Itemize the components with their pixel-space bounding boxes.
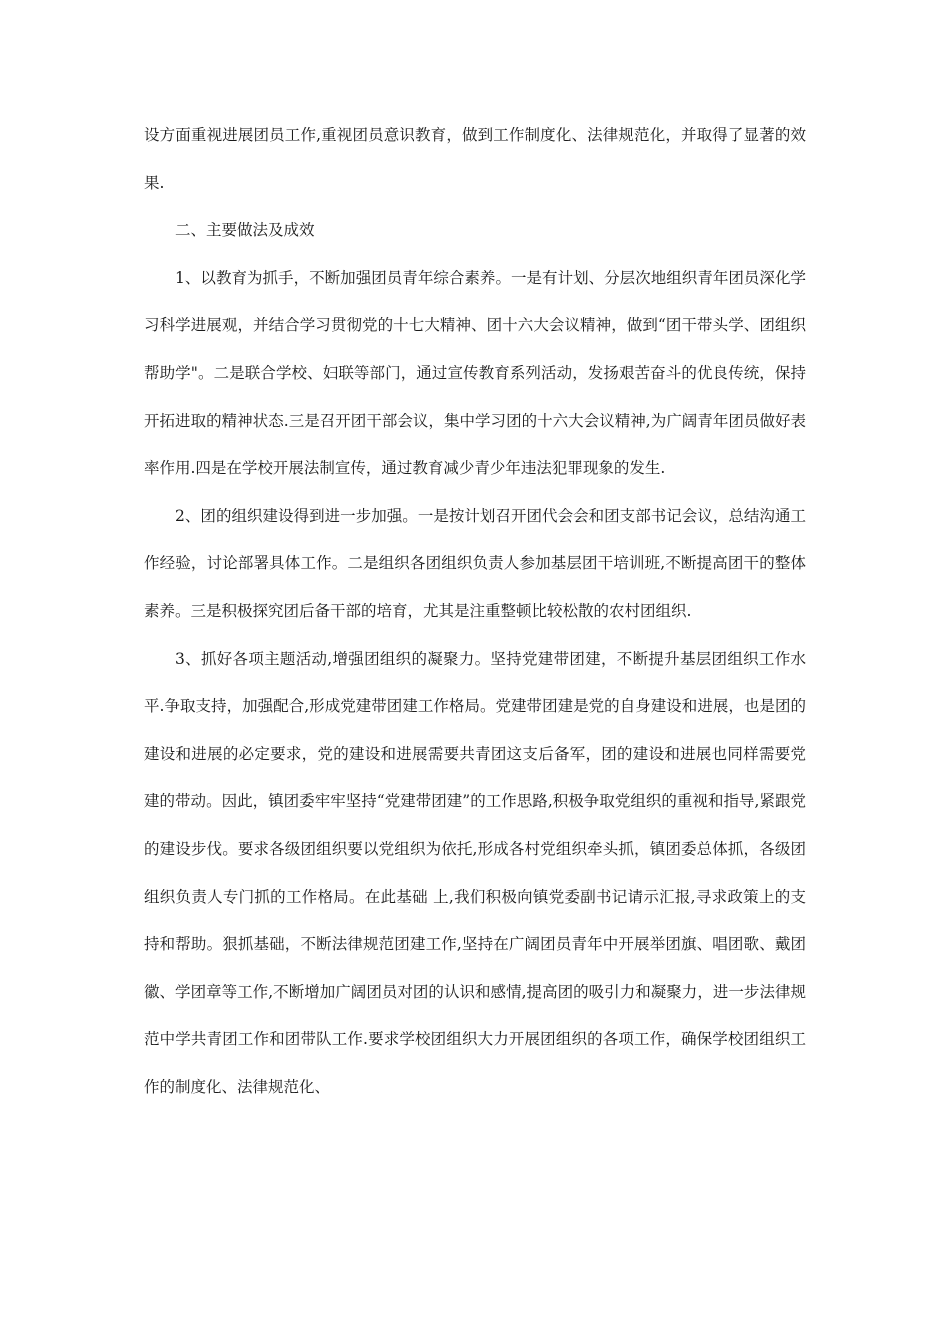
- paragraph-item-2: 2、团的组织建设得到进一步加强。一是按计划召开团代会会和团支部书记会议，总结沟通工作经验，讨论部署具体工作。二是组织各团组织负责人参加基层团干培训班,不断提高团干的整体素养。三是积极探究团后备干部的培育，尤其是注重整顿比较松散的农村团组织.: [144, 506, 806, 620]
- paragraph-item-3: 3、抓好各项主题活动,增强团组织的凝聚力。坚持党建带团建，不断提升基层团组织工作水平.争取支持，加强配合,形成党建带团建工作格局。党建带团建是党的自身建设和进展，也是团的建设和进展的必定要求，党的建设和进展需要共青团这支后备军，团的建设和进展也同样需要党建的带动。因此，镇团委牢牢坚持“党建带团建”的工作思路,积极争取党组织的重视和指导,紧跟党的建设步伐。要求各级团组织要以党组织为依托,形成各村党组织牵头抓，镇团委总体抓，各级团组织负责人专门抓的工作格局。在此基础 上,我们积极向镇党委副书记请示汇报,寻求政策上的支持和帮助。狠抓基础，不断法律规范团建工作,坚持在广阔团员青年中开展举团旗、唱团歌、戴团徽、学团章等工作,不断增加广阔团员对团的认识和感情,提高团的吸引力和凝聚力，进一步法律规范中学共青团工作和团带队工作.要求学校团组织大力开展团组织的各项工作，确保学校团组织工作的制度化、法律规范化、: [144, 649, 806, 1096]
- paragraph-continuation: 设方面重视进展团员工作,重视团员意识教育，做到工作制度化、法律规范化，并取得了显著的效果.: [144, 126, 806, 192]
- section-heading: 二、主要做法及成效: [175, 221, 315, 240]
- paragraph-item-1: 1、以教育为抓手，不断加强团员青年综合素养。一是有计划、分层次地组织青年团员深化学习科学进展观，并结合学习贯彻党的十七大精神、团十六大会议精神，做到“团干带头学、团组织帮助学"。二是联合学校、妇联等部门，通过宣传教育系列活动，发扬艰苦奋斗的优良传统，保持开拓进取的精神状态.三是召开团干部会议，集中学习团的十六大会议精神,为广阔青年团员做好表率作用.四是在学校开展法制宣传，通过教育减少青少年违法犯罪现象的发生.: [144, 268, 806, 478]
- document-page: [144, 112, 806, 1111]
